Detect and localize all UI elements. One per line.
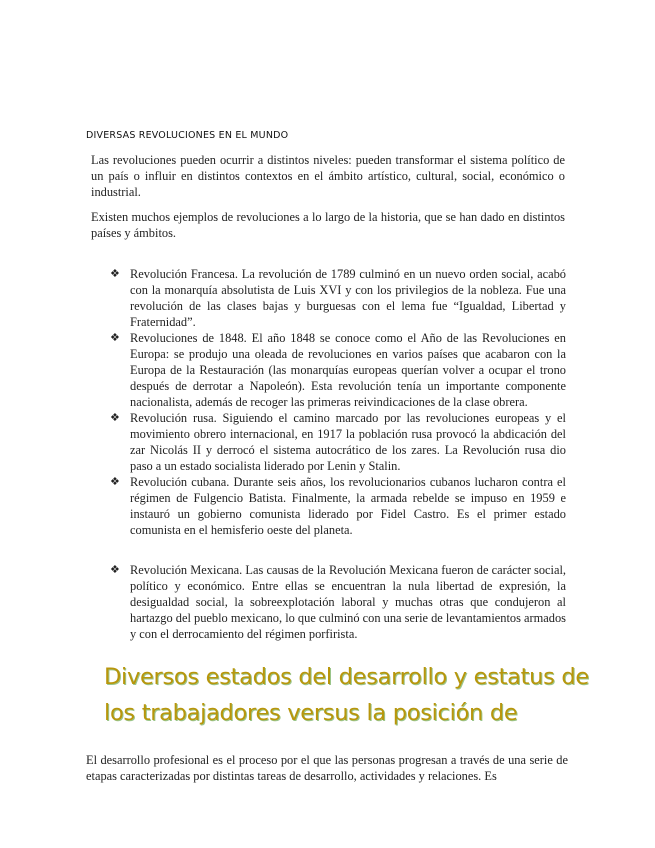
list-item-revolucion-mexicana <box>110 562 566 642</box>
diamond-bullet-icon: ❖ <box>110 412 120 424</box>
section-title: DIVERSAS REVOLUCIONES EN EL MUNDO <box>86 130 289 141</box>
list-item-text: Revolución Francesa. La revolución de 1789 culminó en un nuevo orden social, acabó con la monarquía absolutista de Luis XVI y con los privilegios de la nobleza. Fue una revolución de las clases bajas y burguesas con el lema fue “Igualdad, Libertad y Fraternidad”. <box>130 267 566 329</box>
diamond-bullet-icon: ❖ <box>110 268 120 280</box>
diamond-bullet-icon: ❖ <box>110 332 120 344</box>
section-heading: Diversos estados del desarrollo y estatus de los trabajadores versus la posición de <box>104 664 589 726</box>
list-item-revolucion-rusa <box>110 410 566 474</box>
closing-paragraph: El desarrollo profesional es el proceso por el que las personas progresan a través de una serie de etapas caracterizadas por distintas tareas de desarrollo, actividades y relaciones. Es <box>86 753 568 784</box>
intro-paragraph: Las revoluciones pueden ocurrir a distintos niveles: pueden transformar el sistema político de un país o influir en distintos contextos en el ámbito artístico, cultural, social, económico o industrial. <box>91 153 565 200</box>
spacer <box>110 538 566 562</box>
list-item-text: Revoluciones de 1848. El año 1848 se conoce como el Año de las Revoluciones en Europa: se produjo una oleada de revoluciones en varios países que acabaron con la Europa de la Restauración (las monarquías europeas querían volver a ocupar el trono después de derrotar a Napoleón). Esta revolución tenía un importante componente nacionalista, además de recoger las primeras reivindicaciones de la clase obrera. <box>130 331 566 409</box>
list-item-text: Revolución rusa. Siguiendo el camino marcado por las revoluciones europeas y el movimiento obrero internacional, en 1917 la población rusa provocó la abdicación del zar Nicolás II y derrocó el sistema autocrático de los zares. La Revolución rusa dio paso a un estado socialista liderado por Lenin y Stalin. <box>130 411 566 473</box>
list-item-text: Revolución cubana. Durante seis años, los revolucionarios cubanos lucharon contra el régimen de Fulgencio Batista. Finalmente, la armada rebelde se impuso en 1959 e instauró un gobierno comunista liderado por Fidel Castro. Es el primer estado comunista en el hemisferio oeste del planeta. <box>130 475 566 537</box>
list-item-text: Revolución Mexicana. Las causas de la Revolución Mexicana fueron de carácter social, político y económico. Entre ellas se encuentran la nula libertad de expresión, la desigualdad social, la sobreexplotación laboral y muchas otras que condujeron al hartazgo del pueblo mexicano, lo que culminó con una serie de levantamientos armados y con el derrocamiento del régimen porfirista. <box>130 563 566 641</box>
diamond-bullet-icon: ❖ <box>110 564 120 576</box>
revolutions-list <box>110 266 566 642</box>
list-item-revolucion-francesa <box>110 266 566 330</box>
list-item-revoluciones-1848 <box>110 330 566 410</box>
intro-paragraph: Existen muchos ejemplos de revoluciones a lo largo de la historia, que se han dado en distintos países y ámbitos. <box>91 210 565 241</box>
diamond-bullet-icon: ❖ <box>110 476 120 488</box>
list-item-revolucion-cubana <box>110 474 566 538</box>
